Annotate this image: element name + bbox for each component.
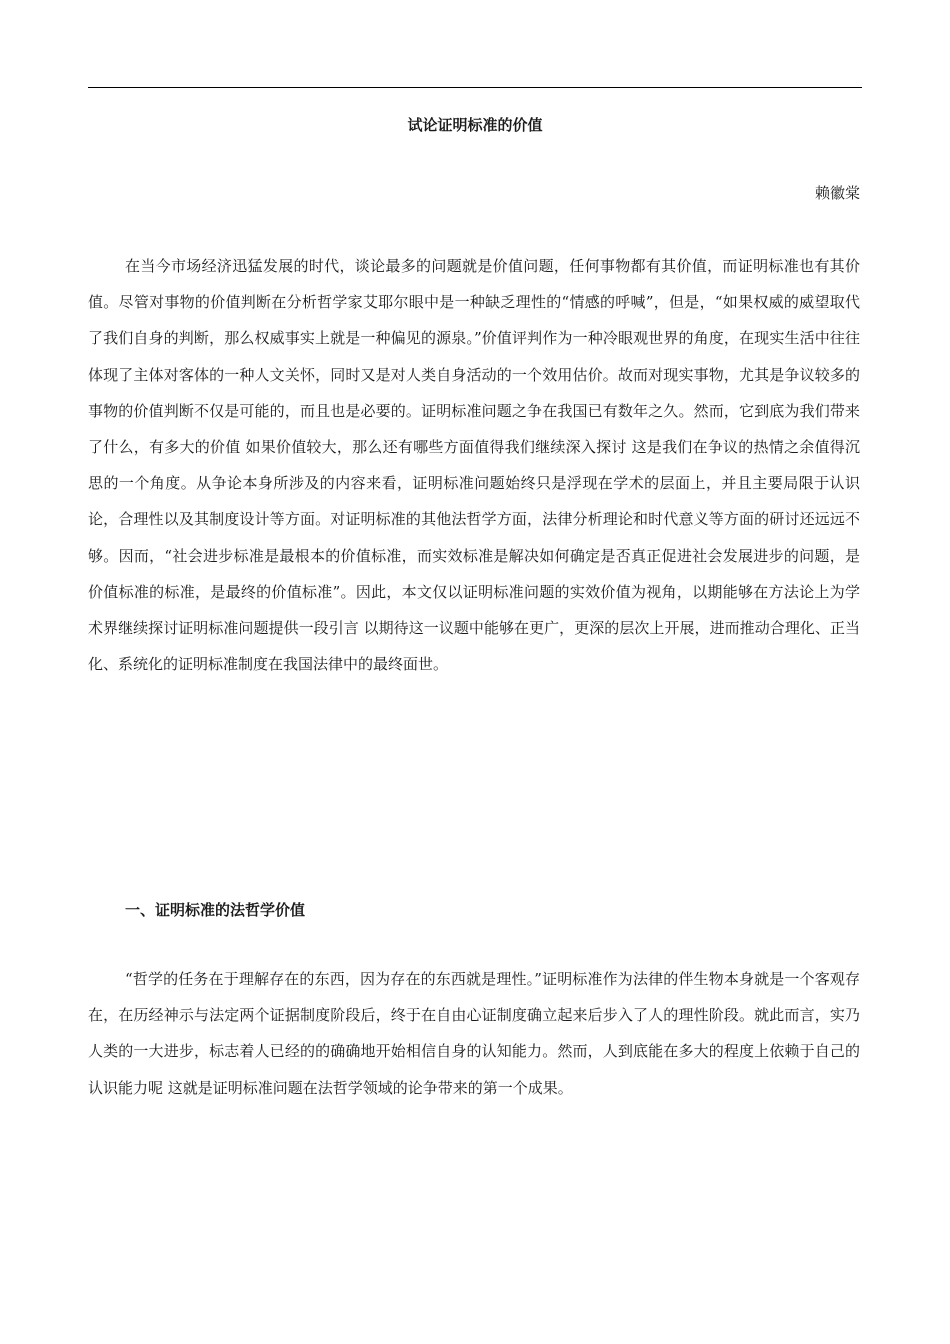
document-author: 赖徽棠	[814, 184, 860, 202]
section-heading: 一、证明标准的法哲学价值	[125, 901, 306, 919]
body-paragraph-2: “哲学的任务在于理解存在的东西，因为存在的东西就是理性。”证明标准作为法律的伴生物本身就是一个客观存在，在历经神示与法定两个证据制度阶段后，终于在自由心证制度确立起来后步入了人的理性阶段。就此而言，实乃人类的一大进步，标志着人已经的的确确地开始相信自身的认知能力。然而，人到底能在多大的程度上依赖于自己的认识能力呢 这就是证明标准问题在法哲学领域的论争带来的第一个成果。	[88, 970, 860, 1097]
body-paragraph-1: 在当今市场经济迅猛发展的时代，谈论最多的问题就是价值问题，任何事物都有其价值，而证明标准也有其价值。尽管对事物的价值判断在分析哲学家艾耶尔眼中是一种缺乏理性的“情感的呼喊”，但是，“如果权威的威望取代了我们自身的判断，那么权威事实上就是一种偏见的源泉。”价值评判作为一种冷眼观世界的角度，在现实生活中往往体现了主体对客体的一种人文关怀，同时又是对人类自身活动的一个效用估价。故而对现实事物，尤其是争议较多的事物的价值判断不仅是可能的，而且也是必要的。证明标准问题之争在我国已有数年之久。然而，它到底为我们带来了什么，有多大的价值 如果价值较大，那么还有哪些方面值得我们继续深入探讨 这是我们在争议的热情之余值得沉思的一个角度。从争论本身所涉及的内容来看，证明标准问题始终只是浮现在学术的层面上，并且主要局限于认识论，合理性以及其制度设计等方面。对证明标准的其他法哲学方面，法律分析理论和时代意义等方面的研讨还远远不够。因而，“社会进步标准是最根本的价值标准，而实效标准是解决如何确定是否真正促进社会发展进步的问题，是价值标准的标准，是最终的价值标准”。因此，本文仅以证明标准问题的实效价值为视角，以期能够在方法论上为学术界继续探讨证明标准问题提供一段引言 以期待这一议题中能够在更广，更深的层次上开展，进而推动合理化、正当化、系统化的证明标准制度在我国法律中的最终面世。	[88, 257, 860, 674]
header-rule	[88, 87, 862, 88]
document-title: 试论证明标准的价值	[407, 116, 543, 134]
